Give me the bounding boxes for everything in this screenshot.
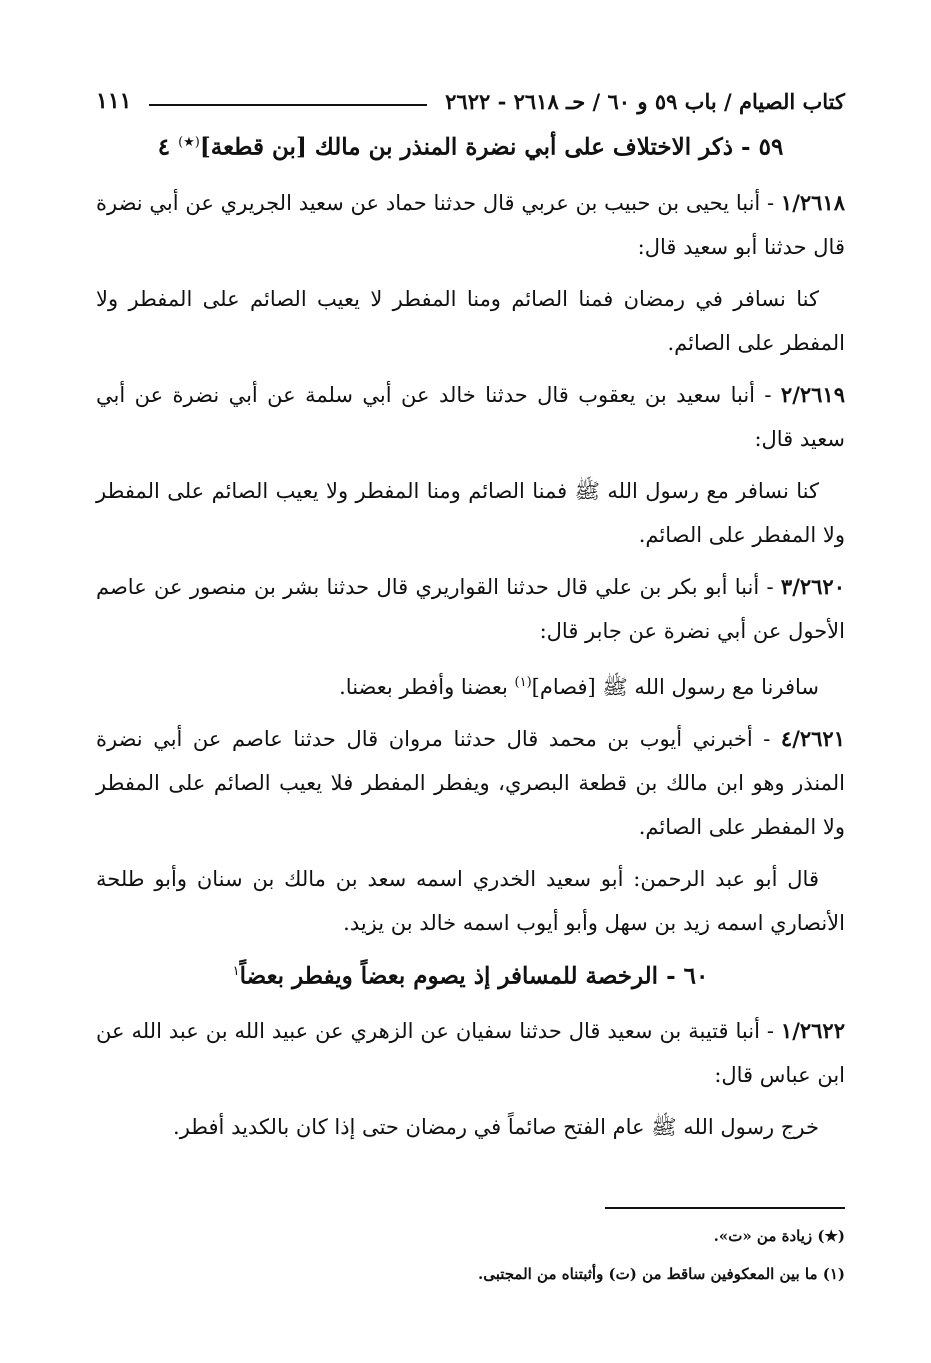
- isnad-text: - أنبا أبو بكر بن علي قال حدثنا القواريري قال حدثنا بشر بن منصور عن عاصم الأحول عن أبي نضرة عن جابر قال:: [96, 574, 845, 643]
- hadith-2620-isnad: [96, 565, 845, 653]
- hadith-2618-matn: كنا نسافر في رمضان فمنا الصائم ومنا المفطر لا يعيب الصائم على المفطر ولا المفطر على الصائم.: [96, 286, 845, 355]
- hadith-2622-isnad: [96, 1009, 845, 1097]
- hadith-2622-matn: خرج رسول الله ﷺ عام الفتح صائماً في رمضان حتى إذا كان بالكديد أفطر.: [173, 1115, 819, 1140]
- hadith-text: - أخبرني أيوب بن محمد قال حدثنا مروان قال حدثنا عاصم عن أبي نضرة المنذر وهو ابن مالك بن قطعة البصري، ويفطر المفطر فلا يعيب الصائم على المفطر ولا المفطر على الصائم.: [96, 726, 845, 839]
- isnad-text: - أنبا قتيبة بن سعيد قال حدثنا سفيان عن الزهري عن عبيد الله بن عبد الله عن ابن عباس قال:: [96, 1019, 845, 1088]
- chapter-heading-59-suffix: ٤: [157, 133, 171, 161]
- footnote-1: (١) ما بين المعكوفين ساقط من (ت) وأثبتناه من المجتبى.: [477, 1265, 845, 1284]
- hadith-2619-isnad: [96, 373, 845, 461]
- header-rule: [149, 104, 427, 106]
- hadith-2619-matn: كنا نسافر مع رسول الله ﷺ فمنا الصائم ومنا المفطر ولا يعيب الصائم على المفطر ولا المفطر على الصائم.: [96, 478, 845, 547]
- header-title: كتاب الصيام / باب ٥٩ و ٦٠ / حـ ٢٦١٨ - ٢٦٢٢: [445, 88, 845, 114]
- hadith-number: ١/٢٦٢٢: [780, 1018, 845, 1044]
- chapter-heading-60-text: ٦٠ - الرخصة للمسافر إذ يصوم بعضاً ويفطر بعضاً: [239, 962, 709, 990]
- footnote-star: (★) زيادة من «ت».: [713, 1227, 845, 1246]
- hadith-number: ١/٢٦١٨: [780, 189, 845, 215]
- running-header: [96, 84, 845, 118]
- chapter-heading-59: [96, 124, 845, 167]
- isnad-text: - أنبا يحيى بن حبيب بن عربي قال حدثنا حماد عن سعيد الجريري عن أبي نضرة قال حدثنا أبو سعيد قال:: [96, 190, 845, 259]
- chapter-heading-59-mark: (★): [178, 135, 200, 150]
- hadith-2620-matn: [96, 661, 845, 709]
- matn-text: بعضنا وأفطر بعضنا.: [339, 674, 515, 699]
- chapter-heading-59-text: ٥٩ - ذكر الاختلاف على أبي نضرة المنذر بن مالك [بن قطعة]: [199, 133, 784, 161]
- chapter-heading-60: [96, 953, 845, 996]
- footnotes: [96, 1221, 845, 1289]
- hadith-number: ٣/٢٦٢٠: [780, 573, 845, 599]
- hadith-2621: [96, 717, 845, 849]
- matn-text: سافرنا مع رسول الله ﷺ [فصام]: [531, 674, 819, 699]
- hadith-number: ٤/٢٦٢١: [780, 725, 845, 751]
- hadith-2618-isnad: [96, 181, 845, 269]
- footnote-rule: [605, 1207, 845, 1209]
- page-number: ١١١: [96, 88, 132, 114]
- isnad-text: - أنبا سعيد بن يعقوب قال حدثنا خالد عن أبي سلمة عن أبي نضرة عن أبي سعيد قال:: [96, 382, 845, 451]
- footnote-mark: (١): [514, 674, 532, 690]
- author-note: قال أبو عبد الرحمن: أبو سعيد الخدري اسمه سعد بن مالك بن سنان وأبو طلحة الأنصاري اسمه زيد بن سهل وأبو أيوب اسمه خالد بن يزيد.: [96, 866, 845, 935]
- chapter-heading-60-mark: ١: [232, 963, 240, 979]
- hadith-number: ٢/٢٦١٩: [780, 381, 845, 407]
